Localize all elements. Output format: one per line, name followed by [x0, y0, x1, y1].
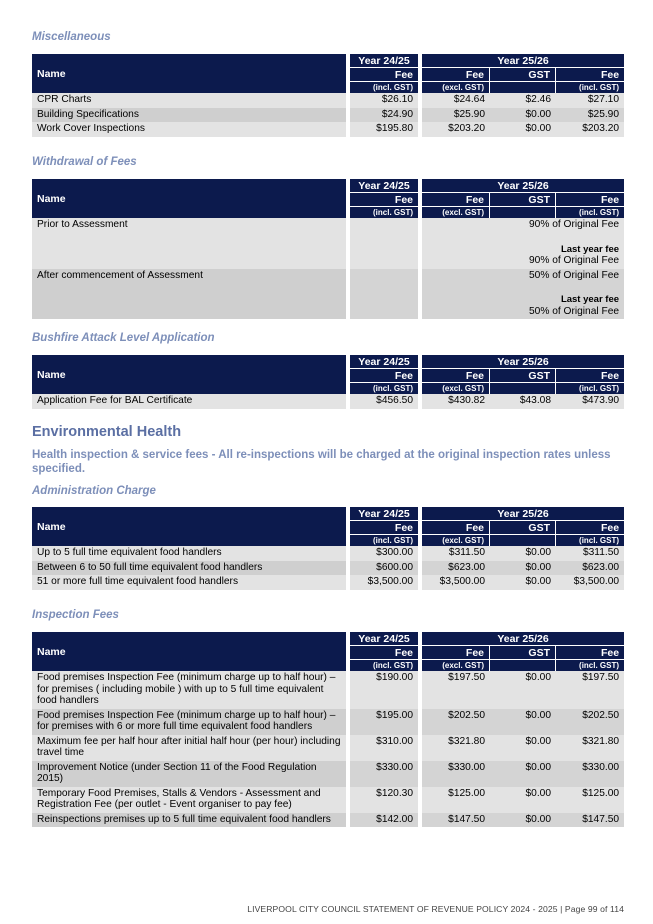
fee-item-name: Application Fee for BAL Certificate [32, 394, 350, 409]
table-row [32, 735, 624, 761]
withdrawal-fee-cell [422, 269, 624, 320]
fee-next-excl-gst: $321.80 [422, 735, 490, 761]
column-header-gst: GST [490, 68, 556, 81]
table-row [32, 761, 624, 787]
fee-next-incl-gst: $473.90 [556, 394, 624, 409]
column-header-name: Name [32, 54, 350, 93]
column-subheader-incl-next: (incl. GST) [556, 206, 624, 218]
column-header-fee-incl: Fee [556, 369, 624, 382]
withdrawal-current-fee: 90% of Original Fee [528, 219, 620, 230]
fee-next-gst: $0.00 [490, 575, 556, 590]
fee-next-gst: $43.08 [490, 394, 556, 409]
fee-next-gst: $0.00 [490, 561, 556, 576]
fee-next-incl-gst: $330.00 [556, 761, 624, 787]
table-row [32, 561, 624, 576]
fee-next-incl-gst: $3,500.00 [556, 575, 624, 590]
table-row [32, 787, 624, 813]
column-subheader-excl: (excl. GST) [422, 206, 490, 218]
column-header-year-prev: Year 24/25 [350, 507, 422, 521]
column-subheader-incl-next: (incl. GST) [556, 81, 624, 93]
column-subheader-gst-blank [490, 81, 556, 93]
column-subheader-incl-next: (incl. GST) [556, 534, 624, 546]
fee-next-incl-gst: $311.50 [556, 546, 624, 561]
fee-item-name: Food premises Inspection Fee (minimum charge up to half hour) – for premises with 6 or more full time equivalent food handlers [32, 709, 350, 735]
column-subheader-excl: (excl. GST) [422, 659, 490, 671]
admin-fee-table [32, 507, 624, 590]
fee-item-name: Building Specifications [32, 108, 350, 123]
table-row [32, 575, 624, 590]
withdrawal-last-year-fee: 50% of Original Fee [528, 305, 620, 317]
fee-prev-incl-gst: $456.50 [350, 394, 422, 409]
withdrawal-prev-blank [350, 218, 422, 269]
column-subheader-gst-blank [490, 534, 556, 546]
fee-next-incl-gst: $27.10 [556, 93, 624, 108]
column-subheader-incl-prev: (incl. GST) [350, 659, 422, 671]
fee-next-gst: $0.00 [490, 813, 556, 828]
column-header-year-prev: Year 24/25 [350, 355, 422, 369]
table-row [32, 813, 624, 828]
table-row [32, 218, 624, 269]
withdrawal-fee-table [32, 179, 624, 319]
column-header-fee-excl: Fee [422, 369, 490, 382]
fee-next-gst: $2.46 [490, 93, 556, 108]
table-row [32, 709, 624, 735]
fee-item-name: Between 6 to 50 full time equivalent food handlers [32, 561, 350, 576]
fee-prev-incl-gst: $142.00 [350, 813, 422, 828]
fee-next-excl-gst: $125.00 [422, 787, 490, 813]
fee-next-excl-gst: $202.50 [422, 709, 490, 735]
fee-prev-incl-gst: $120.30 [350, 787, 422, 813]
withdrawal-last-year-fee: 90% of Original Fee [528, 255, 620, 266]
fee-next-incl-gst: $321.80 [556, 735, 624, 761]
fee-next-incl-gst: $25.90 [556, 108, 624, 123]
column-header-fee-incl: Fee [556, 646, 624, 659]
withdrawal-last-year-label: Last year fee [560, 243, 620, 255]
fee-next-gst: $0.00 [490, 787, 556, 813]
fee-prev-incl-gst: $600.00 [350, 561, 422, 576]
fee-item-name: After commencement of Assessment [32, 269, 350, 320]
fee-item-name: CPR Charts [32, 93, 350, 108]
fee-item-name: 51 or more full time equivalent food handlers [32, 575, 350, 590]
fee-prev-incl-gst: $310.00 [350, 735, 422, 761]
fee-next-excl-gst: $430.82 [422, 394, 490, 409]
column-subheader-excl: (excl. GST) [422, 534, 490, 546]
environmental-health-subtitle: Health inspection & service fees - All re-inspections will be charged at the original inspection rates unless specified. [32, 449, 611, 475]
column-header-fee-excl: Fee [422, 193, 490, 206]
fee-item-name: Work Cover Inspections [32, 122, 350, 137]
fee-prev-incl-gst: $24.90 [350, 108, 422, 123]
column-subheader-incl-prev: (incl. GST) [350, 81, 422, 93]
column-header-fee-prev: Fee [350, 646, 422, 659]
column-header-year-prev: Year 24/25 [350, 54, 422, 68]
column-header-year-next: Year 25/26 [422, 54, 624, 68]
column-header-name: Name [32, 355, 350, 394]
fee-next-gst: $0.00 [490, 671, 556, 709]
column-subheader-incl-prev: (incl. GST) [350, 206, 422, 218]
table-row [32, 394, 624, 409]
column-subheader-gst-blank [490, 382, 556, 394]
table-row [32, 122, 624, 137]
fee-next-excl-gst: $203.20 [422, 122, 490, 137]
column-subheader-excl: (excl. GST) [422, 81, 490, 93]
fee-prev-incl-gst: $195.80 [350, 122, 422, 137]
column-subheader-incl-prev: (incl. GST) [350, 534, 422, 546]
table-row [32, 269, 624, 320]
column-header-name: Name [32, 632, 350, 671]
column-header-year-next: Year 25/26 [422, 179, 624, 193]
column-header-name: Name [32, 507, 350, 546]
fee-next-gst: $0.00 [490, 108, 556, 123]
fee-next-excl-gst: $330.00 [422, 761, 490, 787]
fee-next-incl-gst: $197.50 [556, 671, 624, 709]
fee-item-name: Up to 5 full time equivalent food handlers [32, 546, 350, 561]
column-subheader-gst-blank [490, 659, 556, 671]
section-title-miscellaneous: Miscellaneous [32, 31, 111, 43]
column-header-gst: GST [490, 646, 556, 659]
column-subheader-incl-next: (incl. GST) [556, 382, 624, 394]
column-header-year-prev: Year 24/25 [350, 632, 422, 646]
fee-item-name: Food premises Inspection Fee (minimum charge up to half hour) – for premises ( including mobile ) with up to 5 full time equivalent food handlers [32, 671, 350, 709]
fee-next-gst: $0.00 [490, 546, 556, 561]
fee-prev-incl-gst: $26.10 [350, 93, 422, 108]
fee-next-excl-gst: $24.64 [422, 93, 490, 108]
fee-item-name: Improvement Notice (under Section 11 of the Food Regulation 2015) [32, 761, 350, 787]
column-header-fee-excl: Fee [422, 68, 490, 81]
table-row [32, 93, 624, 108]
fee-prev-incl-gst: $3,500.00 [350, 575, 422, 590]
column-header-fee-incl: Fee [556, 68, 624, 81]
column-header-fee-incl: Fee [556, 521, 624, 534]
withdrawal-last-year-label: Last year fee [560, 294, 620, 305]
fee-item-name: Prior to Assessment [32, 218, 350, 269]
section-title-withdrawal: Withdrawal of Fees [32, 156, 137, 168]
column-header-year-prev: Year 24/25 [350, 179, 422, 193]
fee-prev-incl-gst: $330.00 [350, 761, 422, 787]
column-header-gst: GST [490, 369, 556, 382]
column-header-name: Name [32, 179, 350, 218]
fee-next-incl-gst: $202.50 [556, 709, 624, 735]
column-subheader-gst-blank [490, 206, 556, 218]
column-header-gst: GST [490, 193, 556, 206]
fee-next-incl-gst: $125.00 [556, 787, 624, 813]
column-header-fee-prev: Fee [350, 68, 422, 81]
section-title-administration: Administration Charge [32, 485, 156, 497]
section-title-inspection: Inspection Fees [32, 609, 119, 621]
fee-next-gst: $0.00 [490, 709, 556, 735]
fee-next-incl-gst: $623.00 [556, 561, 624, 576]
column-header-fee-prev: Fee [350, 521, 422, 534]
fee-prev-incl-gst: $190.00 [350, 671, 422, 709]
column-subheader-incl-prev: (incl. GST) [350, 382, 422, 394]
heading-environmental-health: Environmental Health [32, 424, 182, 440]
column-header-year-next: Year 25/26 [422, 632, 624, 646]
table-row [32, 108, 624, 123]
table-row [32, 546, 624, 561]
table-row [32, 671, 624, 709]
fee-next-excl-gst: $311.50 [422, 546, 490, 561]
fee-next-gst: $0.00 [490, 761, 556, 787]
column-header-fee-prev: Fee [350, 193, 422, 206]
fee-item-name: Temporary Food Premises, Stalls & Vendors - Assessment and Registration Fee (per outlet - Event organiser to pay fee) [32, 787, 350, 813]
fee-item-name: Reinspections premises up to 5 full time equivalent food handlers [32, 813, 350, 828]
column-header-fee-excl: Fee [422, 521, 490, 534]
withdrawal-prev-blank [350, 269, 422, 320]
column-header-fee-prev: Fee [350, 369, 422, 382]
column-header-gst: GST [490, 521, 556, 534]
withdrawal-current-fee: 50% of Original Fee [528, 269, 620, 281]
inspection-fee-table [32, 632, 624, 827]
column-header-year-next: Year 25/26 [422, 355, 624, 369]
fee-next-gst: $0.00 [490, 122, 556, 137]
misc-fee-table [32, 54, 624, 137]
fee-next-excl-gst: $147.50 [422, 813, 490, 828]
fee-next-excl-gst: $623.00 [422, 561, 490, 576]
column-header-fee-incl: Fee [556, 193, 624, 206]
fee-next-excl-gst: $25.90 [422, 108, 490, 123]
fee-next-incl-gst: $203.20 [556, 122, 624, 137]
column-subheader-incl-next: (incl. GST) [556, 659, 624, 671]
fee-prev-incl-gst: $195.00 [350, 709, 422, 735]
page-footer: LIVERPOOL CITY COUNCIL STATEMENT OF REVENUE POLICY 2024 - 2025 | Page 99 of 114 [247, 904, 624, 914]
fee-next-incl-gst: $147.50 [556, 813, 624, 828]
fee-prev-incl-gst: $300.00 [350, 546, 422, 561]
withdrawal-fee-cell [422, 218, 624, 269]
section-title-bushfire: Bushfire Attack Level Application [32, 332, 215, 344]
column-header-year-next: Year 25/26 [422, 507, 624, 521]
column-header-fee-excl: Fee [422, 646, 490, 659]
fee-item-name: Maximum fee per half hour after initial half hour (per hour) including travel time [32, 735, 350, 761]
fee-next-gst: $0.00 [490, 735, 556, 761]
column-subheader-excl: (excl. GST) [422, 382, 490, 394]
fee-next-excl-gst: $3,500.00 [422, 575, 490, 590]
bushfire-fee-table [32, 355, 624, 409]
fee-next-excl-gst: $197.50 [422, 671, 490, 709]
